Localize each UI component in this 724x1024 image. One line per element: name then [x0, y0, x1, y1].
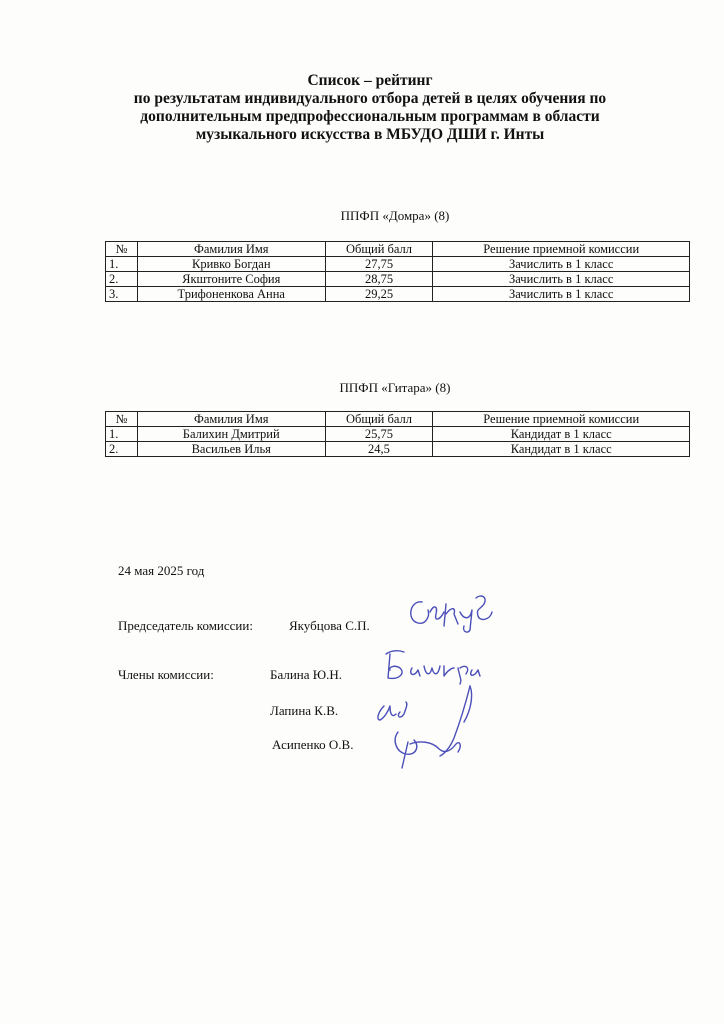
table-row	[106, 442, 690, 457]
title-line-3: дополнительным предпрофессиональным программам в области	[140, 108, 600, 125]
row-decision: Кандидат в 1 класс	[433, 442, 690, 457]
member-signature-2	[370, 682, 490, 777]
member-signature-1	[378, 644, 488, 684]
row-name: Трифоненкова Анна	[137, 287, 325, 302]
domra-caption: ППФП «Домра» (8)	[340, 208, 450, 223]
table-row	[106, 272, 690, 287]
row-number: 3.	[106, 287, 138, 302]
header-name: Фамилия Имя	[137, 412, 325, 427]
member-name: Балина Ю.Н.	[270, 667, 343, 682]
header-decision: Решение приемной комиссии	[433, 242, 690, 257]
row-number: 2.	[106, 272, 138, 287]
row-name: Кривко Богдан	[137, 257, 325, 272]
row-score: 25,75	[325, 427, 433, 442]
chair-label: Председатель комиссии:	[118, 618, 253, 633]
header-score: Общий балл	[325, 242, 433, 257]
table-row	[106, 427, 690, 442]
row-number: 1.	[106, 427, 138, 442]
title-line-1: Список – рейтинг	[307, 72, 433, 89]
row-name: Балихин Дмитрий	[137, 427, 325, 442]
chair-signature	[400, 590, 500, 635]
row-number: 2.	[106, 442, 138, 457]
domra-table	[105, 241, 690, 302]
document-date: 24 мая 2025 год	[118, 563, 205, 578]
row-score: 24,5	[325, 442, 433, 457]
row-name: Якштоните София	[137, 272, 325, 287]
table-header-row	[106, 412, 690, 427]
document-title	[90, 72, 650, 144]
chair-name: Якубцова С.П.	[289, 618, 370, 633]
row-decision: Зачислить в 1 класс	[433, 257, 690, 272]
row-decision: Зачислить в 1 класс	[433, 272, 690, 287]
row-decision: Кандидат в 1 класс	[433, 427, 690, 442]
guitar-caption: ППФП «Гитара» (8)	[339, 380, 451, 395]
member-name: Асипенко О.В.	[272, 737, 354, 752]
member-name: Лапина К.В.	[270, 703, 339, 718]
table-row	[106, 257, 690, 272]
row-number: 1.	[106, 257, 138, 272]
row-score: 28,75	[325, 272, 433, 287]
members-label: Члены комиссии:	[118, 667, 214, 682]
guitar-table	[105, 411, 690, 457]
row-score: 29,25	[325, 287, 433, 302]
row-decision: Зачислить в 1 класс	[433, 287, 690, 302]
row-score: 27,75	[325, 257, 433, 272]
title-line-2: по результатам индивидуального отбора детей в целях обучения по	[133, 90, 607, 107]
header-score: Общий балл	[325, 412, 433, 427]
header-name: Фамилия Имя	[137, 242, 325, 257]
table-header-row	[106, 242, 690, 257]
row-name: Васильев Илья	[137, 442, 325, 457]
title-line-4: музыкального искусства в МБУДО ДШИ г. Инты	[195, 126, 545, 143]
header-number: №	[106, 242, 138, 257]
table-row	[106, 287, 690, 302]
header-number: №	[106, 412, 138, 427]
header-decision: Решение приемной комиссии	[433, 412, 690, 427]
